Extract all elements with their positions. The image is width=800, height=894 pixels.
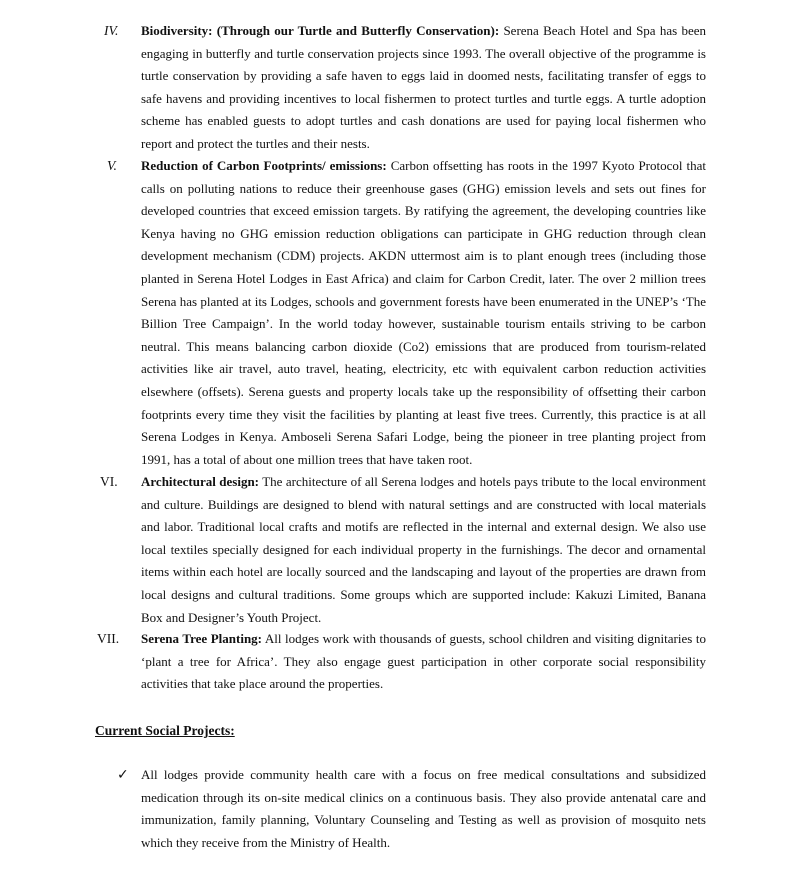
list-numeral: VI. xyxy=(100,474,118,489)
list-item-title: Serena Tree Planting: xyxy=(141,631,263,646)
section-heading: Current Social Projects: xyxy=(95,723,235,738)
list-numeral: IV. xyxy=(104,23,119,38)
list-item-body: The architecture of all Serena lodges and hotels pays tribute to the local environment and culture. Buildings are designed to blend with natural settings and are constructed with local materials and labor. Traditional local crafts and motifs are reflected in the internal and external design. We also use local textiles specially designed for each individual property in the furnishings. The decor and ornamental items within each hotel are locally sourced and the landscaping and layout of the properties are drawn from local designs and cultural traditions. Some groups which are supported include: Kakuzi Limited, Banana Box and Designer’s Youth Project. xyxy=(141,474,707,625)
list-item-text xyxy=(141,471,706,629)
list-numeral: VII. xyxy=(97,631,120,646)
checkmark-icon: ✓ xyxy=(117,767,129,783)
list-item-text xyxy=(141,20,706,156)
bullet-item-text: All lodges provide community health care with a focus on free medical consultations and subsidized medication through its on-site medical clinics on a continuous basis. They also provide antenatal care and immunization, family planning, Voluntary Counseling and Testing as well as provision of mosquito nets which they receive from the Ministry of Health. xyxy=(141,767,706,850)
list-numeral: V. xyxy=(107,158,117,173)
list-item-title: Architectural design: xyxy=(141,474,260,489)
list-item-body: Serena Beach Hotel and Spa has been engaging in butterfly and turtle conservation projects since 1993. The overall objective of the programme is turtle conservation by providing a safe haven to eggs laid in doomed nests, facilitating transfer of eggs to safe havens and providing incentives to local fishermen to protect turtles and turtle eggs. A turtle adoption scheme has enabled guests to adopt turtles and cash donations are used for paying local fishermen who report and protect the turtles and their nests. xyxy=(141,23,707,151)
list-item-title: Reduction of Carbon Footprints/ emissions: xyxy=(141,158,387,173)
list-item-title: Biodiversity: (Through our Turtle and Butterfly Conservation): xyxy=(141,23,500,38)
list-item-text xyxy=(141,628,706,696)
list-item-text xyxy=(141,155,706,471)
list-item-body: All lodges work with thousands of guests, school children and visiting dignitaries to ‘plant a tree for Africa’. They also engage guest participation in other corporate social responsibility activities that take place around the properties. xyxy=(141,631,706,692)
list-item-body: Carbon offsetting has roots in the 1997 Kyoto Protocol that calls on polluting nations to reduce their greenhouse gases (GHG) emission levels and sets out fines for developed countries that exceed emission targets. By ratifying the agreement, the developing countries like Kenya having no GHG emission reduction obligations can participate in GHG reduction through clean development mechanism (CDM) projects. AKDN uttermost aim is to plant enough trees (including those planted in Serena Hotel Lodges in East Africa) and claim for Carbon Credit, later. The over 2 million trees Serena has planted at its Lodges, schools and government forests have been enumerated in the UNEP’s ‘The Billion Tree Campaign’. In the world today however, sustainable tourism entails striving to be carbon neutral. This means balancing carbon dioxide (Co2) emissions that are produced from tourism-related activities like air travel, auto travel, heating, electricity, etc with equivalent carbon reduction activities elsewhere (offsets). Serena guests and property locals take up the responsibility of offsetting their carbon footprints every time they visit the facilities by planting at least five trees. Currently, this practice is at all Serena Lodges in Kenya. Amboseli Serena Safari Lodge, being the pioneer in tree planting project from 1991, has a total of about one million trees that have taken root. xyxy=(141,158,706,467)
